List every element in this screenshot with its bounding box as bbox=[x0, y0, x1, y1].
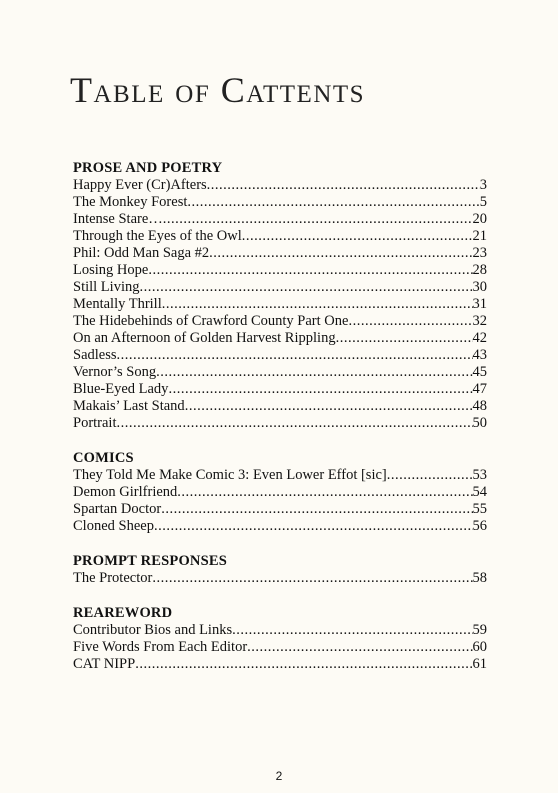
toc-entry bbox=[73, 467, 487, 484]
toc-entry bbox=[73, 194, 487, 211]
entry-page-number: 61 bbox=[472, 656, 487, 672]
entry-page-number: 45 bbox=[472, 364, 487, 380]
entry-page-number: 21 bbox=[472, 228, 487, 244]
toc-section-reareword bbox=[73, 605, 487, 673]
entry-title: The Protector bbox=[73, 570, 153, 586]
dot-leader bbox=[207, 177, 480, 194]
entry-page-number: 58 bbox=[472, 570, 487, 586]
dot-leader bbox=[247, 639, 472, 656]
toc-entry bbox=[73, 501, 487, 518]
entry-page-number: 28 bbox=[472, 262, 487, 278]
entry-page-number: 48 bbox=[472, 398, 487, 414]
entry-title: Happy Ever (Cr)Afters bbox=[73, 177, 207, 193]
entry-title: On an Afternoon of Golden Harvest Rippling bbox=[73, 330, 336, 346]
dot-leader bbox=[187, 194, 479, 211]
table-of-contents bbox=[73, 160, 487, 691]
dot-leader bbox=[232, 622, 472, 639]
entry-title: Vernor’s Song bbox=[73, 364, 157, 380]
entry-page-number: 32 bbox=[472, 313, 487, 329]
dot-leader bbox=[139, 279, 472, 296]
entry-page-number: 55 bbox=[472, 501, 487, 517]
page-number: 2 bbox=[275, 769, 283, 783]
entry-page-number: 31 bbox=[472, 296, 487, 312]
entry-page-number: 23 bbox=[472, 245, 487, 261]
entry-title: Losing Hope bbox=[73, 262, 149, 278]
toc-entry bbox=[73, 622, 487, 639]
section-heading: PROSE AND POETRY bbox=[73, 160, 223, 176]
dot-leader bbox=[152, 570, 472, 587]
entry-title: Intense Stare… bbox=[73, 211, 163, 227]
toc-entry bbox=[73, 177, 487, 194]
entry-title: Five Words From Each Editor bbox=[73, 639, 248, 655]
toc-section-prose-and-poetry bbox=[73, 160, 487, 432]
dot-leader bbox=[154, 518, 473, 535]
toc-entry bbox=[73, 639, 487, 656]
entry-title: Sadless bbox=[73, 347, 117, 363]
toc-entry bbox=[73, 262, 487, 279]
dot-leader bbox=[209, 245, 472, 262]
entry-title: The Monkey Forest bbox=[73, 194, 188, 210]
dot-leader bbox=[387, 467, 473, 484]
dot-leader bbox=[117, 347, 473, 364]
dot-leader bbox=[177, 484, 472, 501]
dot-leader bbox=[148, 262, 472, 279]
toc-entry bbox=[73, 415, 487, 432]
toc-entry bbox=[73, 296, 487, 313]
entry-title: Cloned Sheep bbox=[73, 518, 154, 534]
entry-page-number: 59 bbox=[472, 622, 487, 638]
toc-section-prompt-responses bbox=[73, 553, 487, 587]
toc-entry bbox=[73, 279, 487, 296]
entry-title: The Hidebehinds of Crawford County Part One bbox=[73, 313, 349, 329]
dot-leader bbox=[185, 398, 473, 415]
toc-entry bbox=[73, 347, 487, 364]
page-title: Table of Cattents bbox=[70, 70, 366, 110]
dot-leader bbox=[168, 381, 472, 398]
entry-page-number: 5 bbox=[479, 194, 487, 210]
toc-entry bbox=[73, 570, 487, 587]
entry-title: Blue-Eyed Lady bbox=[73, 381, 169, 397]
entry-title: Spartan Doctor bbox=[73, 501, 162, 517]
dot-leader bbox=[162, 296, 473, 313]
entry-page-number: 60 bbox=[472, 639, 487, 655]
entry-page-number: 47 bbox=[472, 381, 487, 397]
toc-section-comics bbox=[73, 450, 487, 535]
toc-entry bbox=[73, 228, 487, 245]
section-heading: COMICS bbox=[73, 450, 134, 466]
entry-page-number: 56 bbox=[472, 518, 487, 534]
entry-page-number: 54 bbox=[472, 484, 487, 500]
toc-entry bbox=[73, 364, 487, 381]
dot-leader bbox=[336, 330, 473, 347]
dot-leader bbox=[156, 364, 472, 381]
entry-title: Demon Girlfriend bbox=[73, 484, 178, 500]
entry-title: Still Living bbox=[73, 279, 140, 295]
dot-leader bbox=[161, 501, 472, 518]
section-heading: REAREWORD bbox=[73, 605, 173, 621]
toc-entry bbox=[73, 330, 487, 347]
dot-leader bbox=[242, 228, 473, 245]
toc-entry bbox=[73, 211, 487, 228]
dot-leader bbox=[163, 211, 473, 228]
entry-title: Through the Eyes of the Owl bbox=[73, 228, 242, 244]
entry-page-number: 50 bbox=[472, 415, 487, 431]
toc-entry bbox=[73, 313, 487, 330]
entry-title: Mentally Thrill bbox=[73, 296, 162, 312]
toc-entry bbox=[73, 656, 487, 673]
dot-leader bbox=[135, 656, 472, 673]
entry-title: Contributor Bios and Links bbox=[73, 622, 233, 638]
entry-page-number: 20 bbox=[472, 211, 487, 227]
toc-entry bbox=[73, 398, 487, 415]
entry-page-number: 3 bbox=[479, 177, 487, 193]
entry-page-number: 53 bbox=[472, 467, 487, 483]
dot-leader bbox=[348, 313, 472, 330]
toc-entry bbox=[73, 245, 487, 262]
dot-leader bbox=[117, 415, 473, 432]
entry-page-number: 42 bbox=[472, 330, 487, 346]
entry-title: Phil: Odd Man Saga #2 bbox=[73, 245, 210, 261]
entry-title: Portrait bbox=[73, 415, 117, 431]
toc-entry bbox=[73, 381, 487, 398]
entry-title: Makais’ Last Stand bbox=[73, 398, 185, 414]
section-heading: PROMPT RESPONSES bbox=[73, 553, 227, 569]
entry-title: They Told Me Make Comic 3: Even Lower Effot [sic] bbox=[73, 467, 387, 483]
entry-title: CAT NIPP bbox=[73, 656, 136, 672]
entry-page-number: 30 bbox=[472, 279, 487, 295]
entry-page-number: 43 bbox=[472, 347, 487, 363]
toc-entry bbox=[73, 484, 487, 501]
toc-entry bbox=[73, 518, 487, 535]
